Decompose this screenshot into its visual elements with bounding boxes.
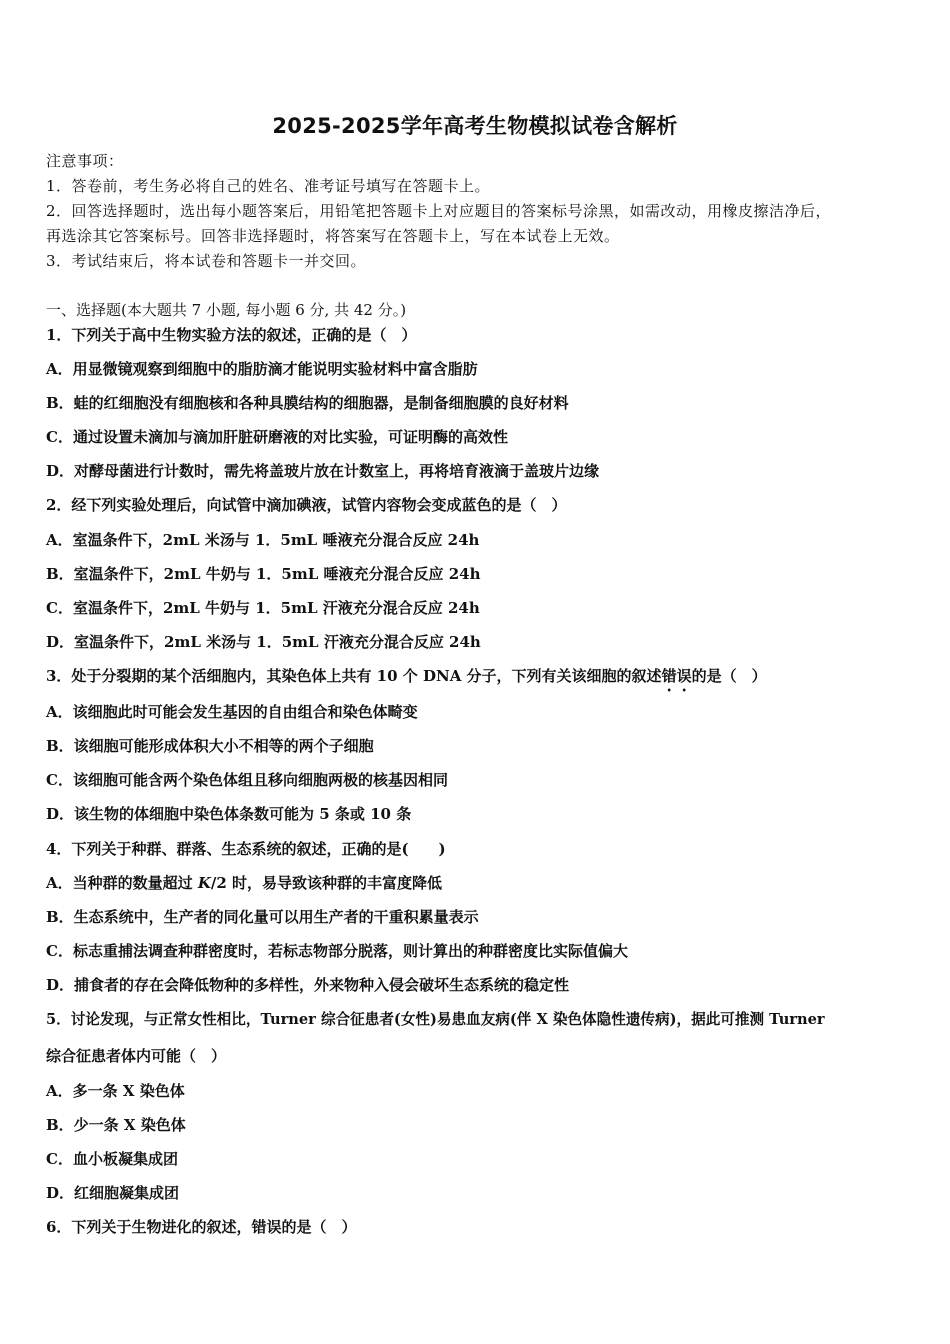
question-1-option-c: C．通过设置未滴加与滴加肝脏研磨液的对比实验，可证明酶的高效性 (46, 428, 508, 446)
question-5-option-b: B．少一条 X 染色体 (46, 1116, 186, 1134)
question-2-option-b: B．室温条件下，2mL 牛奶与 1．5mL 唾液充分混合反应 24h (46, 565, 481, 583)
question-1-stem: 1．下列关于高中生物实验方法的叙述，正确的是（ ） (46, 326, 417, 344)
question-5-option-a: A．多一条 X 染色体 (46, 1082, 185, 1100)
question-3-stem (46, 666, 767, 695)
question-3-option-b: B．该细胞可能形成体积大小不相等的两个子细胞 (46, 737, 374, 755)
notice-item-2-line-1: 2．回答选择题时，选出每小题答案后，用铅笔把答题卡上对应题目的答案标号涂黑，如需改动，用橡皮擦洁净后， (46, 202, 832, 220)
question-5-stem-line-1: 5．讨论发现，与正常女性相比，Turner 综合征患者(女性)易患血友病(伴 X 染色体隐性遗传病)，据此可推测 Turner (46, 1011, 825, 1028)
notice-item-1: 1．答卷前，考生务必将自己的姓名、准考证号填写在答题卡上。 (46, 177, 491, 195)
question-4-option-a (46, 873, 442, 893)
question-3-option-d: D．该生物的体细胞中染色体条数可能为 5 条或 10 条 (46, 805, 412, 823)
question-1-option-b: B．蛙的红细胞没有细胞核和各种具膜结构的细胞器，是制备细胞膜的良好材料 (46, 394, 569, 412)
question-1-option-a: A．用显微镜观察到细胞中的脂肪滴才能说明实验材料中富含脂肪 (46, 360, 478, 378)
question-4-option-d: D．捕食者的存在会降低物种的多样性，外来物种入侵会破坏生态系统的稳定性 (46, 976, 570, 994)
question-2-option-a: A．室温条件下，2mL 米汤与 1．5mL 唾液充分混合反应 24h (46, 531, 480, 549)
question-3-option-c: C．该细胞可能含两个染色体组且移向细胞两极的核基因相同 (46, 771, 448, 789)
notice-heading: 注意事项： (46, 152, 124, 170)
question-4-option-a-end: /2 时，易导致该种群的丰富度降低 (210, 874, 443, 892)
question-5-option-d: D．红细胞凝集成团 (46, 1184, 180, 1202)
question-5-option-c: C．血小板凝集成团 (46, 1150, 178, 1168)
question-3-emphasis: 错误 (661, 667, 692, 685)
question-4-option-c: C．标志重捕法调查种群密度时，若标志物部分脱落，则计算出的种群密度比实际值偏大 (46, 942, 628, 960)
question-1-option-d: D．对酵母菌进行计数时，需先将盖玻片放在计数室上，再将培育液滴于盖玻片边缘 (46, 462, 600, 480)
page-title: 2025-2025学年高考生物模拟试卷含解析 (272, 114, 678, 138)
question-3-stem-end: 的是（ ） (691, 667, 767, 685)
question-4-stem: 4．下列关于种群、群落、生态系统的叙述，正确的是( ) (46, 840, 446, 858)
question-2-option-c: C．室温条件下，2mL 牛奶与 1．5mL 汗液充分混合反应 24h (46, 599, 480, 617)
question-5-stem-line-2: 综合征患者体内可能（ ） (46, 1047, 227, 1065)
notice-item-2-line-2: 再选涂其它答案标号。回答非选择题时，将答案写在答题卡上，写在本试卷上无效。 (46, 227, 620, 245)
question-2-stem: 2．经下列实验处理后，向试管中滴加碘液，试管内容物会变成蓝色的是（ ） (46, 496, 567, 514)
question-6-stem: 6．下列关于生物进化的叙述，错误的是（ ） (46, 1218, 357, 1236)
question-3-stem-text: 3．处于分裂期的某个活细胞内，其染色体上共有 10 个 DNA 分子，下列有关该细胞的叙述 (46, 667, 662, 685)
question-4-option-b: B．生态系统中，生产者的同化量可以用生产者的干重积累量表示 (46, 908, 479, 926)
section-heading: 一、选择题(本大题共 7 小题, 每小题 6 分, 共 42 分。) (46, 301, 407, 319)
k-symbol: K (197, 874, 211, 892)
question-4-option-a-text: A．当种群的数量超过 (46, 874, 198, 892)
question-3-option-a: A．该细胞此时可能会发生基因的自由组合和染色体畸变 (46, 703, 418, 721)
question-2-option-d: D．室温条件下，2mL 米汤与 1．5mL 汗液充分混合反应 24h (46, 633, 481, 651)
notice-item-3: 3．考试结束后，将本试卷和答题卡一并交回。 (46, 252, 367, 270)
